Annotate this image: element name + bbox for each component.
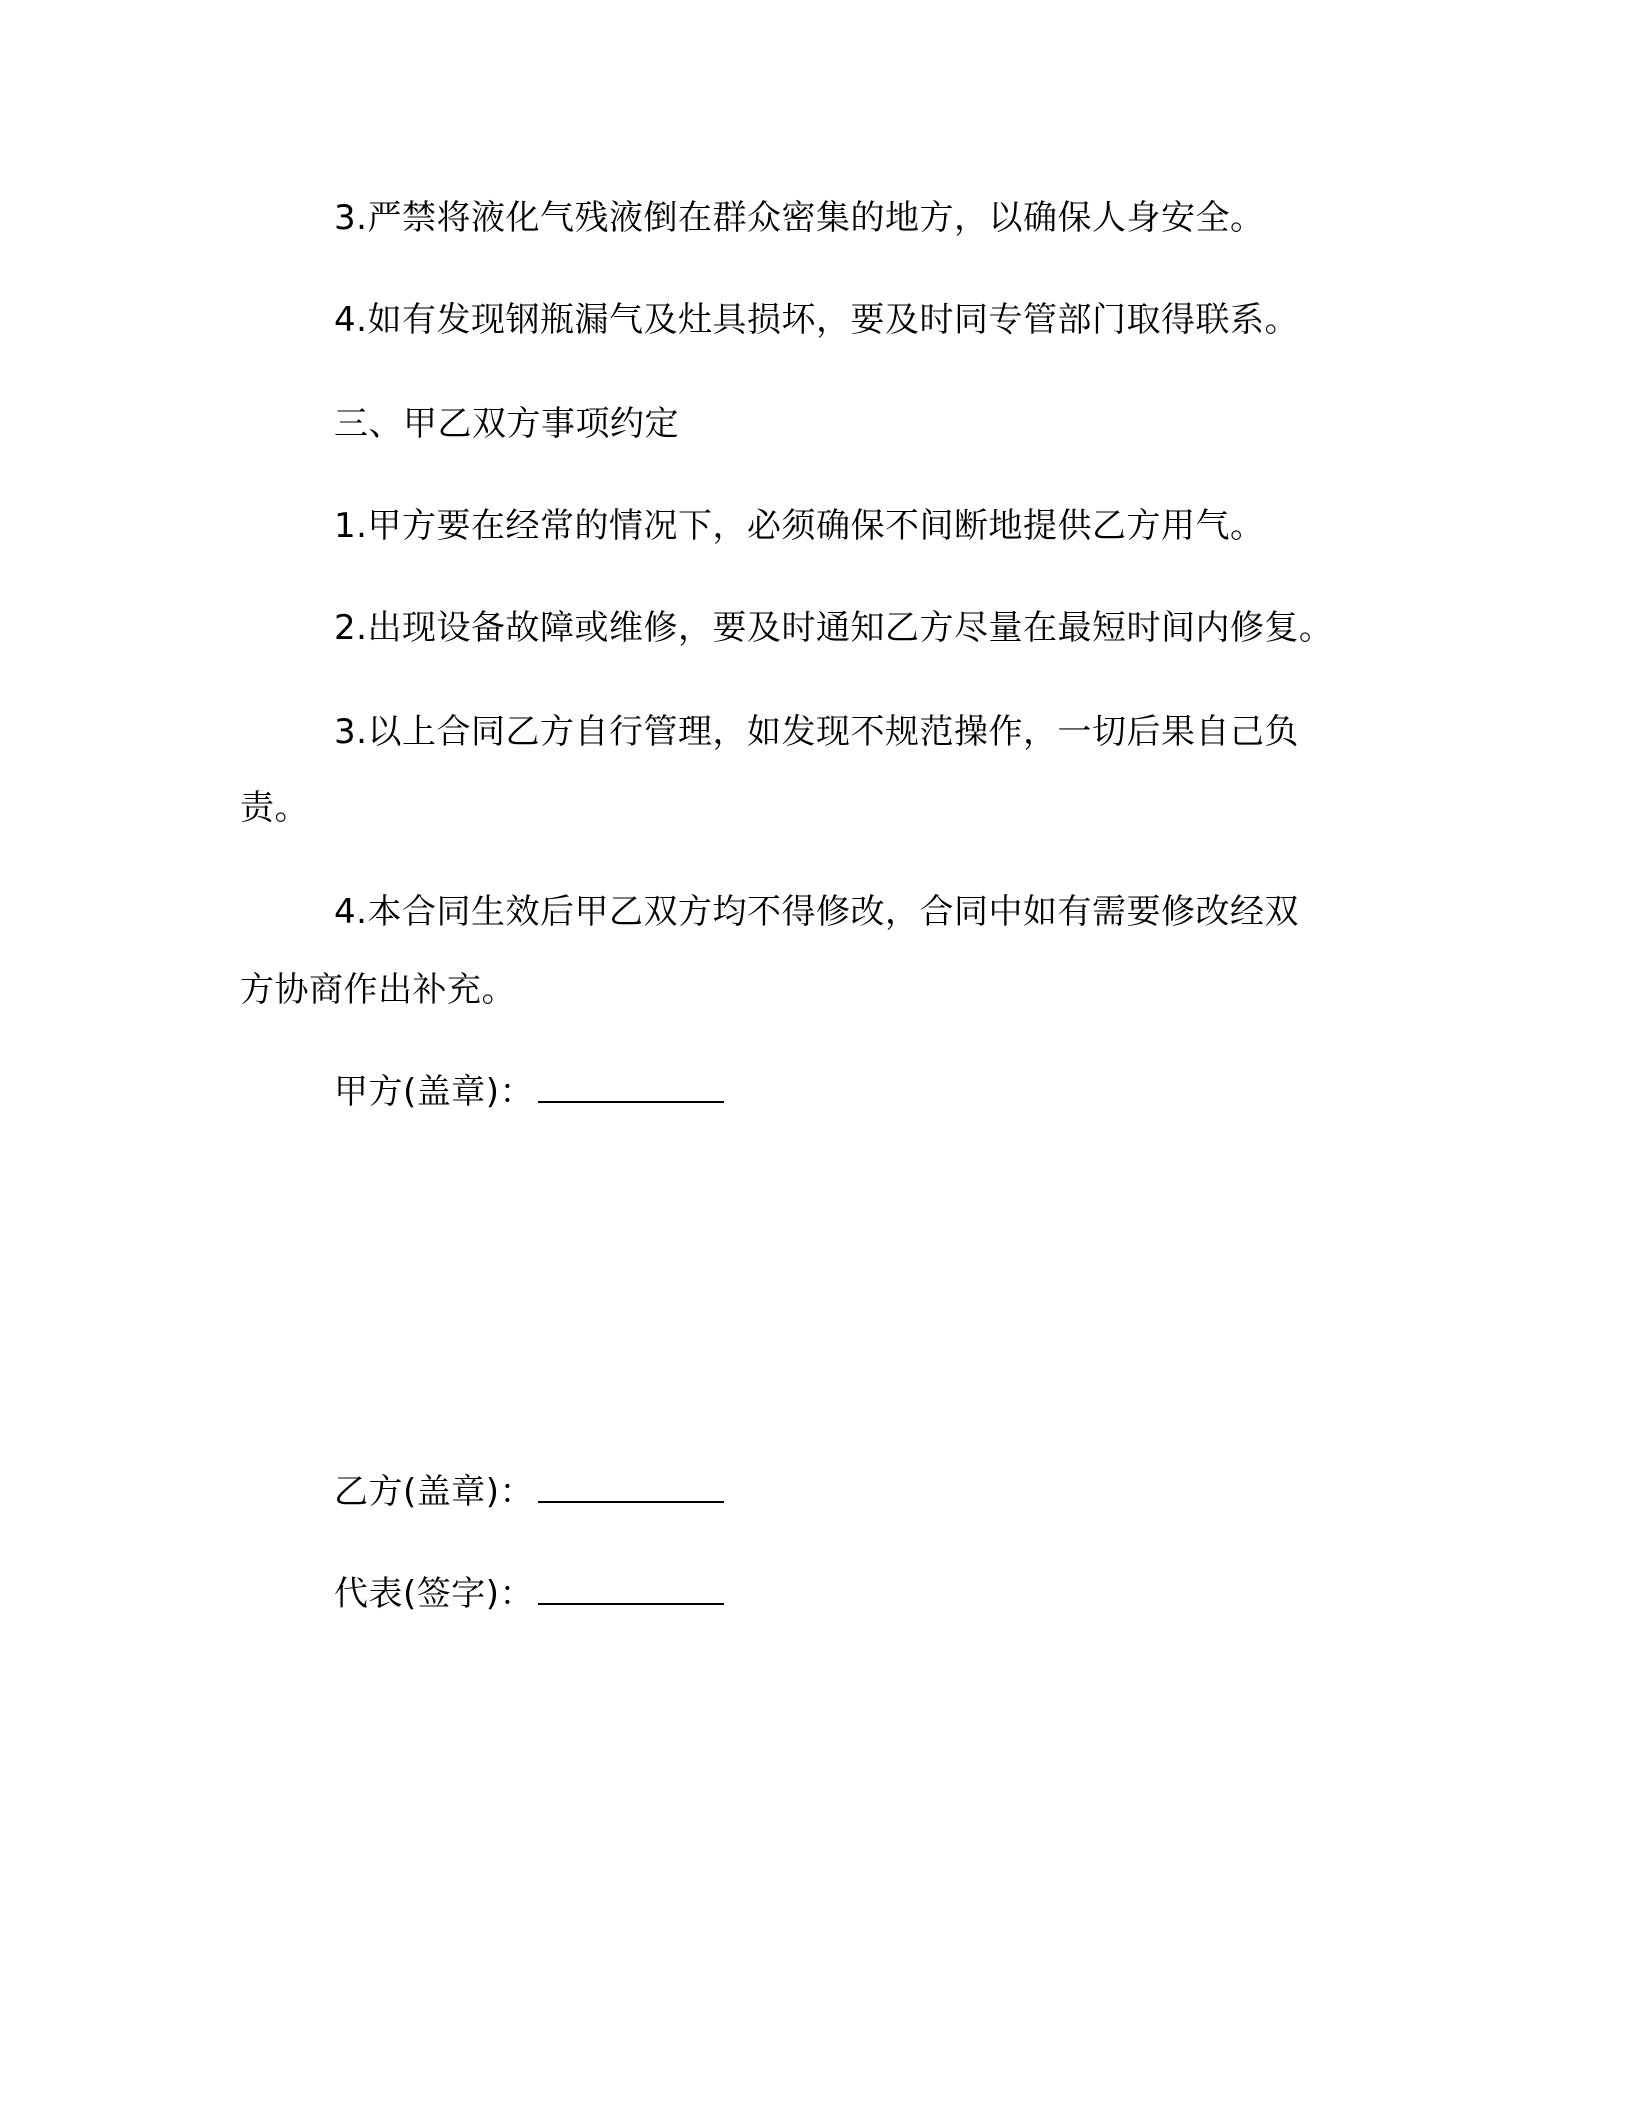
agreement-clause-3-line1: 3.以上合同乙方自行管理，如发现不规范操作，一切后果自己负 [334,712,1299,752]
clause-4-leak: 4.如有发现钢瓶漏气及灶具损坏，要及时同专管部门取得联系。 [334,300,1299,340]
agreement-clause-3-line2: 责。 [240,788,309,828]
party-a-label: 甲方(盖章)： [334,1072,535,1112]
representative-signature [334,1572,724,1616]
party-a-blank [538,1071,724,1103]
party-b-label: 乙方(盖章)： [334,1472,535,1512]
party-b-signature [334,1470,724,1514]
agreement-clause-4-line1: 4.本合同生效后甲乙双方均不得修改，合同中如有需要修改经双 [334,892,1299,932]
representative-blank [538,1573,724,1605]
party-a-signature [334,1070,724,1114]
agreement-clause-4-line2: 方协商作出补充。 [240,970,516,1010]
representative-label: 代表(签字)： [334,1574,535,1614]
agreement-clause-1: 1.甲方要在经常的情况下，必须确保不间断地提供乙方用气。 [334,506,1265,546]
section-heading-3: 三、甲乙双方事项约定 [334,404,679,444]
agreement-clause-2: 2.出现设备故障或维修，要及时通知乙方尽量在最短时间内修复。 [334,608,1334,648]
party-b-blank [538,1471,724,1503]
clause-3-residue: 3.严禁将液化气残液倒在群众密集的地方，以确保人身安全。 [334,198,1265,238]
